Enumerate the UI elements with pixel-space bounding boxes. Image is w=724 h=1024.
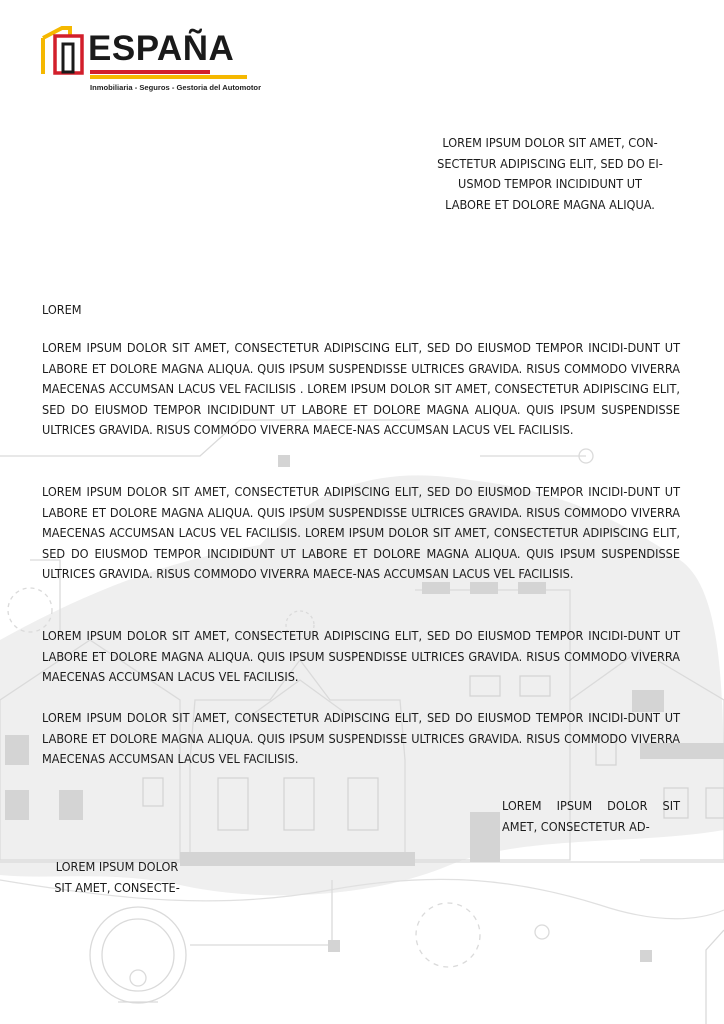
- window: [59, 790, 83, 820]
- circuit-node: [535, 925, 549, 939]
- circuit-square: [278, 455, 290, 467]
- address-line: LABORE ET DOLORE MAGNA ALIQUA.: [445, 196, 655, 212]
- porch: [180, 852, 415, 866]
- window: [5, 790, 29, 820]
- address-line: SECTETUR ADIPISCING ELIT, SED DO EI-: [437, 155, 663, 171]
- robot-vacuum: [90, 907, 186, 1003]
- robot-vacuum-ring: [102, 919, 174, 991]
- body-paragraph: LOREM IPSUM DOLOR SIT AMET, CONSECTETUR ADIPISCING ELIT, SED DO EIUSMOD TEMPOR INCIDI-DUNT UT LABORE ET DOLORE MAGNA ALIQUA. QUIS IPSUM SUSPENDISSE ULTRICES GRAVIDA. RISUS COMMODO VIVERRA MAECENAS ACCUMSAN LACUS VEL FACILISIS.: [42, 628, 680, 685]
- door: [470, 812, 500, 862]
- greeting: LOREM: [42, 302, 82, 317]
- signature: LOREM IPSUM DOLOR SIT AMET, CONSECTETUR AD-: [502, 798, 680, 834]
- logo-house-icon: [40, 26, 88, 78]
- circuit-square: [328, 940, 340, 952]
- brand-logo: [40, 26, 262, 96]
- address-line: LOREM IPSUM DOLOR SIT AMET, CON-: [442, 135, 658, 150]
- window: [5, 735, 29, 765]
- logo-red-bar: [90, 70, 210, 74]
- body-paragraph: LOREM IPSUM DOLOR SIT AMET, CONSECTETUR ADIPISCING ELIT, SED DO EIUSMOD TEMPOR INCIDI-DUNT UT LABORE ET DOLORE MAGNA ALIQUA. QUIS IPSUM SUSPENDISSE ULTRICES GRAVIDA. RISUS COMMODO VIVERRA MAECENAS ACCUMSAN LACUS VEL FACILISIS . LOREM IPSUM DOLOR SIT AMET, CONSECTETUR ADIPISCING ELIT, SED DO EIUSMOD TEMPOR INCIDIDUNT UT LABORE ET DOLORE MAGNA ALIQUA. QUIS IPSUM SUSPENDISSE ULTRICES GRAVIDA. RISUS COMMODO VIVERRA MAECE-NAS ACCUMSAN LACUS VEL FACILISIS.: [42, 340, 680, 438]
- body-paragraph: LOREM IPSUM DOLOR SIT AMET, CONSECTETUR ADIPISCING ELIT, SED DO EIUSMOD TEMPOR INCIDI-DUNT UT LABORE ET DOLORE MAGNA ALIQUA. QUIS IPSUM SUSPENDISSE ULTRICES GRAVIDA. RISUS COMMODO VIVERRA MAECENAS ACCUMSAN LACUS VEL FACILISIS. LOREM IPSUM DOLOR SIT AMET, CONSECTETUR ADIPISCING ELIT, SED DO EIUSMOD TEMPOR INCIDIDUNT UT LABORE ET DOLORE MAGNA ALIQUA. QUIS IPSUM SUSPENDISSE ULTRICES GRAVIDA. RISUS COMMODO VIVERRA MAECE-NAS ACCUMSAN LACUS VEL FACILISIS.: [42, 484, 680, 582]
- logo-name: ESPAÑA: [88, 29, 235, 68]
- logo-tagline: Inmobiliaria - Seguros - Gestoria del Automotor: [90, 83, 262, 92]
- robot-vacuum-dot: [130, 970, 146, 986]
- circuit-line-corner: [706, 930, 724, 1024]
- recipient-address: [420, 133, 680, 215]
- logo-yellow-bar: [90, 75, 247, 79]
- circuit-node: [416, 903, 480, 967]
- footer-contact: [42, 857, 192, 898]
- circuit-square: [640, 950, 652, 962]
- footer-line: LOREM IPSUM DOLOR: [55, 859, 179, 874]
- address-line: USMOD TEMPOR INCIDIDUNT UT: [458, 176, 642, 192]
- body-paragraph: LOREM IPSUM DOLOR SIT AMET, CONSECTETUR ADIPISCING ELIT, SED DO EIUSMOD TEMPOR INCIDI-DUNT UT LABORE ET DOLORE MAGNA ALIQUA. QUIS IPSUM SUSPENDISSE ULTRICES GRAVIDA. RISUS COMMODO VIVERRA MAECENAS ACCUMSAN LACUS VEL FACILISIS.: [42, 710, 680, 767]
- footer-line: SIT AMET, CONSECTE-: [54, 879, 180, 895]
